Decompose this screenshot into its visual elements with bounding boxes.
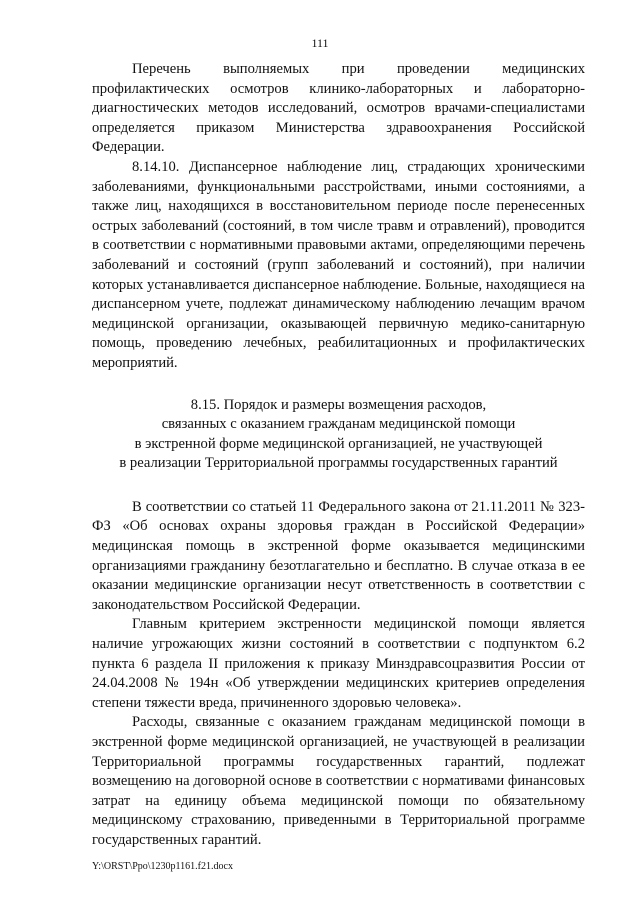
paragraph-urgency-criterion: Главным критерием экстренности медицинской помощи является наличие угрожающих жизни состояний в соответствии с подпунктом 6.2 пункта 6 раздела II приложения к приказу Минздравсоцразвития России от 24.04.2008 № 194н «Об утверждении медицинских критериев определения степени тяжести вреда, причиненного здоровью человека». [92, 616, 585, 711]
document-body [92, 60, 585, 851]
section-heading-line: связанных с оказанием гражданам медицинской помощи [161, 416, 516, 433]
paragraph-expense-reimbursement: Расходы, связанные с оказанием гражданам медицинской помощи в экстренной форме медицинской организацией, не участвующей в реализации Территориальной программы государственных гарантий, подлежат возмещению на договорной основе в соответствии с нормативами финансовых затрат на единицу объема медицинской помощи по обязательному медицинскому страхованию, приведенными в Территориальной программе государственных гарантий. [92, 714, 585, 848]
section-heading [92, 396, 585, 474]
section-heading-line: 8.15. Порядок и размеры возмещения расходов, [190, 396, 487, 413]
section-heading-line: в реализации Территориальной программы государственных гарантий [119, 455, 558, 472]
paragraph-exam-list: Перечень выполняемых при проведении медицинских профилактических осмотров клинико-лабораторных и лабораторно-диагностических методов исследований, осмотров врачами-специалистами определяется приказом Министерства здравоохранения Российской Федерации. [92, 61, 585, 156]
paragraph-dispensary-observation: 8.14.10. Диспансерное наблюдение лиц, страдающих хроническими заболеваниями, функциональными расстройствами, иными состояниями, а также лиц, находящихся в восстановительном периоде после перенесенных острых заболеваний (состояний, в том числе травм и отравлений), проводится в соответствии с нормативными правовыми актами, определяющими перечень заболеваний и состояний (групп заболеваний и состояний), при наличии которых устанавливается диспансерное наблюдение. Больные, находящиеся на диспансерном учете, подлежат динамическому наблюдению лечащим врачом медицинской организации, оказывающей первичную медико-санитарную помощь, проведению лечебных, реабилитационных и профилактических мероприятий. [92, 158, 585, 371]
footer-file-path: Y:\ORST\Ppo\1230p1161.f21.docx [92, 861, 233, 872]
section-heading-line: в экстренной форме медицинской организацией, не участвующей [134, 435, 543, 452]
paragraph-federal-law: В соответствии со статьей 11 Федерального закона от 21.11.2011 № 323-ФЗ «Об основах охраны здоровья граждан в Российской Федерации» медицинская помощь в экстренной форме оказывается медицинскими организациями гражданину безотлагательно и бесплатно. В случае отказа в ее оказании медицинские организации несут ответственность в соответствии с законодательством Российской Федерации. [92, 498, 585, 613]
page-number: 111 [311, 36, 329, 50]
